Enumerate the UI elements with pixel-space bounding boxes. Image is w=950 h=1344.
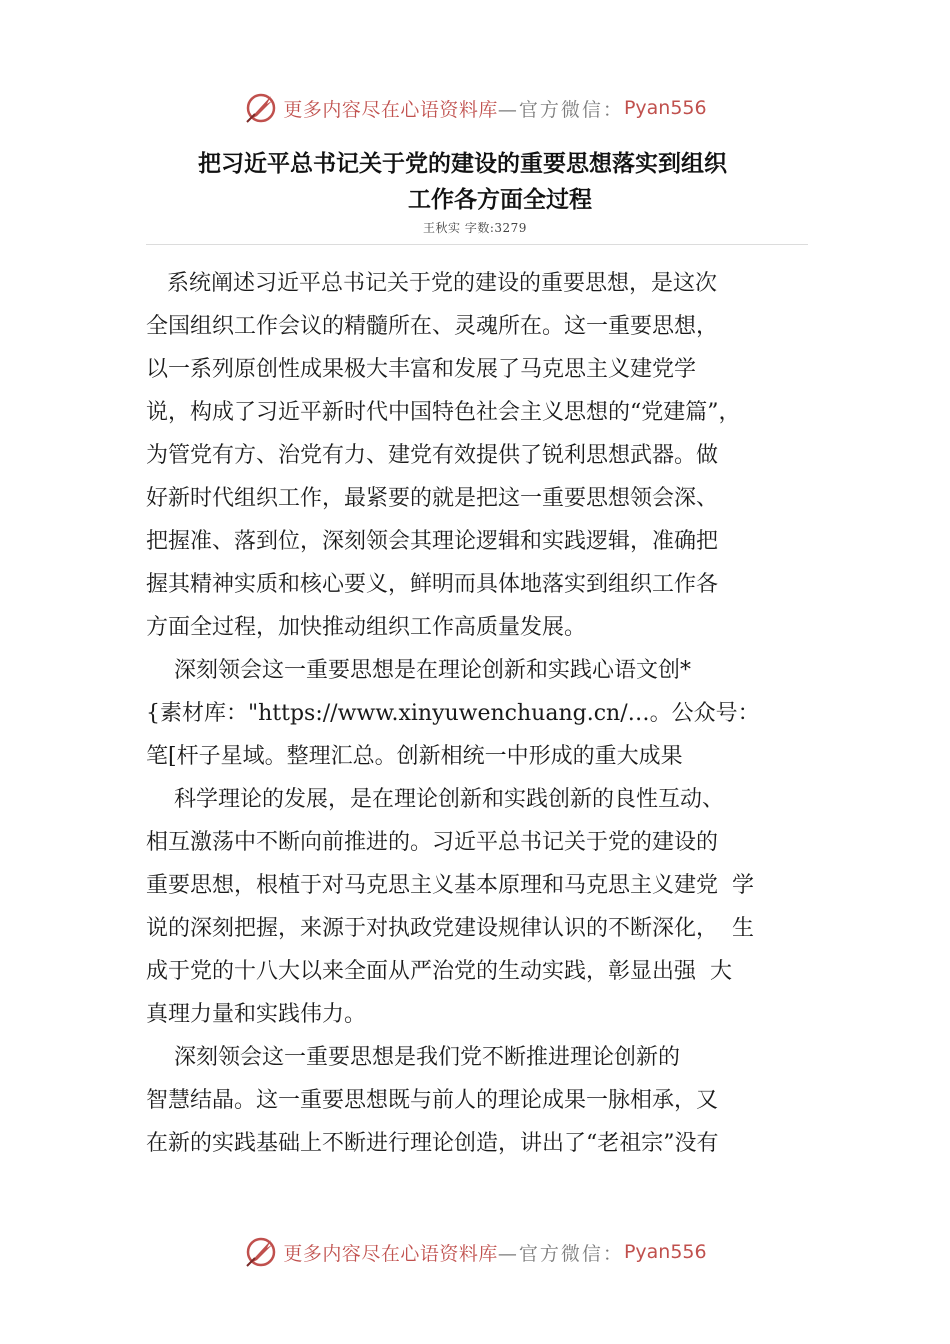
body-line: 科学理论的发展，是在理论创新和实践创新的良性互动、 bbox=[146, 787, 724, 812]
body-line: 握其精神实质和核心要义，鲜明而具体地落实到组织工作各 bbox=[146, 572, 719, 597]
body-line: 成于党的十八大以来全面从严治党的生动实践，彰显出强 大 bbox=[146, 959, 732, 984]
body-line: 好新时代组织工作，最紧要的就是把这一重要思想领会深、 bbox=[146, 486, 719, 511]
banner-separator: —官方微信： bbox=[497, 1242, 624, 1265]
quill-logo-icon bbox=[243, 90, 279, 126]
title-line-2: 工作各方面全过程 bbox=[408, 187, 592, 213]
wechat-id: Pyan556 bbox=[623, 1241, 707, 1263]
title-line-1: 把习近平总书记关于党的建设的重要思想落实到组织 bbox=[198, 151, 727, 177]
title-divider bbox=[146, 244, 808, 245]
body-line: 系统阐述习近平总书记关于党的建设的重要思想，是这次 bbox=[146, 271, 717, 296]
body-line: 深刻领会这一重要思想是在理论创新和实践心语文创* bbox=[146, 658, 691, 683]
body-line: 重要思想，根植于对马克思主义基本原理和马克思主义建党 学 bbox=[146, 873, 754, 898]
body-line: 笔[杆子星域。整理汇总。创新相统一中形成的重大成果 bbox=[146, 744, 683, 769]
body-line: 智慧结晶。这一重要思想既与前人的理论成果一脉相承，又 bbox=[146, 1088, 719, 1113]
header-banner bbox=[0, 88, 950, 128]
wechat-id: Pyan556 bbox=[623, 97, 707, 119]
body-line: 全国组织工作会议的精髓所在、灵魂所在。这一重要思想， bbox=[146, 314, 719, 339]
banner-separator: —官方微信： bbox=[497, 98, 624, 121]
banner-text: 更多内容尽在心语资料库 bbox=[283, 98, 498, 121]
body-line: 在新的实践基础上不断进行理论创造，讲出了“老祖宗”没有 bbox=[146, 1131, 719, 1156]
body-line: 说，构成了习近平新时代中国特色社会主义思想的“党建篇”， bbox=[146, 400, 741, 425]
article-body bbox=[146, 262, 836, 1165]
article-title bbox=[150, 146, 850, 218]
body-line: 真理力量和实践伟力。 bbox=[146, 1002, 367, 1027]
body-line: 说的深刻把握，来源于对执政党建设规律认识的不断深化， 生 bbox=[146, 916, 754, 941]
body-line: 把握准、落到位，深刻领会其理论逻辑和实践逻辑，准确把 bbox=[146, 529, 719, 554]
body-line: 为管党有方、治党有力、建党有效提供了锐利思想武器。做 bbox=[146, 443, 719, 468]
body-line: 方面全过程，加快推动组织工作高质量发展。 bbox=[146, 615, 587, 640]
banner-text: 更多内容尽在心语资料库 bbox=[283, 1242, 498, 1265]
body-line: {素材库："https://www.xinyuwenchuang.cn/…。公众号： bbox=[146, 701, 760, 726]
body-line: 深刻领会这一重要思想是我们党不断推进理论创新的 bbox=[146, 1045, 680, 1070]
body-line: 以一系列原创性成果极大丰富和发展了马克思主义建党学 bbox=[146, 357, 697, 382]
quill-logo-icon bbox=[243, 1234, 279, 1270]
author-byline: 王秋实 字数:3279 bbox=[423, 221, 527, 235]
footer-banner bbox=[0, 1232, 950, 1272]
body-line: 相互激荡中不断向前推进的。习近平总书记关于党的建设的 bbox=[146, 830, 719, 855]
